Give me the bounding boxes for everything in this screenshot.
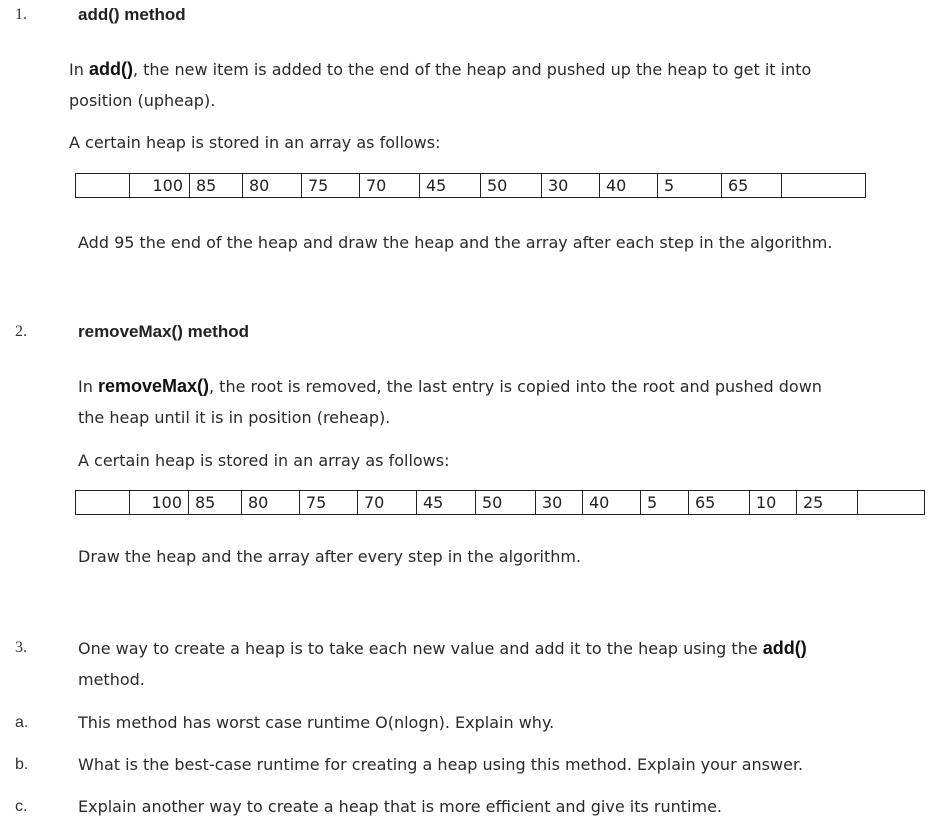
q3b-text: What is the best-case runtime for creating a heap using this method. Explain your answer. — [78, 755, 804, 774]
q3-method-name: add() — [762, 638, 807, 658]
array-cell: 10 — [749, 491, 796, 514]
q3c-label: c. — [15, 798, 28, 815]
array-cell: 50 — [475, 491, 535, 514]
q2-heading: removeMax() method — [78, 322, 249, 341]
q3a-text: This method has worst case runtime O(nlogn). Explain why. — [78, 713, 555, 732]
array-cell: 75 — [299, 491, 357, 514]
q2-number: 2. — [15, 323, 27, 340]
array-cell — [781, 174, 865, 197]
q3b-label: b. — [15, 756, 29, 773]
array-cell: 50 — [480, 174, 541, 197]
q2-paragraph — [78, 371, 928, 433]
q1-text: , the new item is added to the end of the heap and pushed up the heap to get it into — [132, 60, 812, 79]
array-cell: 30 — [535, 491, 582, 514]
array-cell: 70 — [359, 174, 419, 197]
q2-text: the heap until it is in position (reheap). — [78, 408, 391, 427]
q1-heap-array — [75, 173, 866, 198]
array-cell: 5 — [640, 491, 688, 514]
q3a-label: a. — [15, 714, 29, 731]
q1-method-name: add() — [88, 59, 133, 79]
array-cell: 70 — [357, 491, 416, 514]
q1-text: position (upheap). — [69, 91, 216, 110]
array-cell: 45 — [416, 491, 475, 514]
array-cell: 85 — [189, 174, 242, 197]
array-cell: 40 — [599, 174, 657, 197]
q3-paragraph — [78, 633, 928, 695]
array-cell: 30 — [541, 174, 599, 197]
q3-text: One way to create a heap is to take each new value and add it to the heap using the — [78, 639, 763, 658]
q1-text: In — [69, 60, 89, 79]
q3-number: 3. — [15, 639, 27, 656]
q1-paragraph — [69, 54, 919, 116]
array-cell: 25 — [796, 491, 857, 514]
array-cell: 75 — [301, 174, 359, 197]
q3-text: method. — [78, 670, 145, 689]
q3c-text: Explain another way to create a heap that is more efficient and give its runtime. — [78, 797, 722, 816]
array-cell: 100 — [129, 174, 189, 197]
array-cell: 85 — [188, 491, 241, 514]
q2-heap-array — [75, 490, 925, 515]
array-cell: 100 — [129, 491, 188, 514]
array-cell: 5 — [657, 174, 721, 197]
q2-text: , the root is removed, the last entry is copied into the root and pushed down — [209, 377, 822, 396]
q1-array-intro: A certain heap is stored in an array as follows: — [69, 133, 441, 152]
array-cell: 65 — [688, 491, 749, 514]
q2-method-name: removeMax() — [97, 376, 209, 396]
q1-number: 1. — [15, 6, 27, 23]
array-cell: 80 — [242, 174, 301, 197]
q2-text: In — [78, 377, 98, 396]
array-cell: 45 — [419, 174, 480, 197]
array-cell: 40 — [582, 491, 640, 514]
q2-array-intro: A certain heap is stored in an array as follows: — [78, 451, 450, 470]
q2-instruction: Draw the heap and the array after every step in the algorithm. — [78, 547, 582, 566]
q1-heading: add() method — [78, 5, 186, 24]
array-cell: 65 — [721, 174, 781, 197]
array-cell — [76, 174, 129, 197]
array-cell — [76, 491, 129, 514]
array-cell: 80 — [241, 491, 299, 514]
q1-instruction: Add 95 the end of the heap and draw the heap and the array after each step in the algorithm. — [78, 233, 833, 252]
array-cell — [857, 491, 885, 514]
